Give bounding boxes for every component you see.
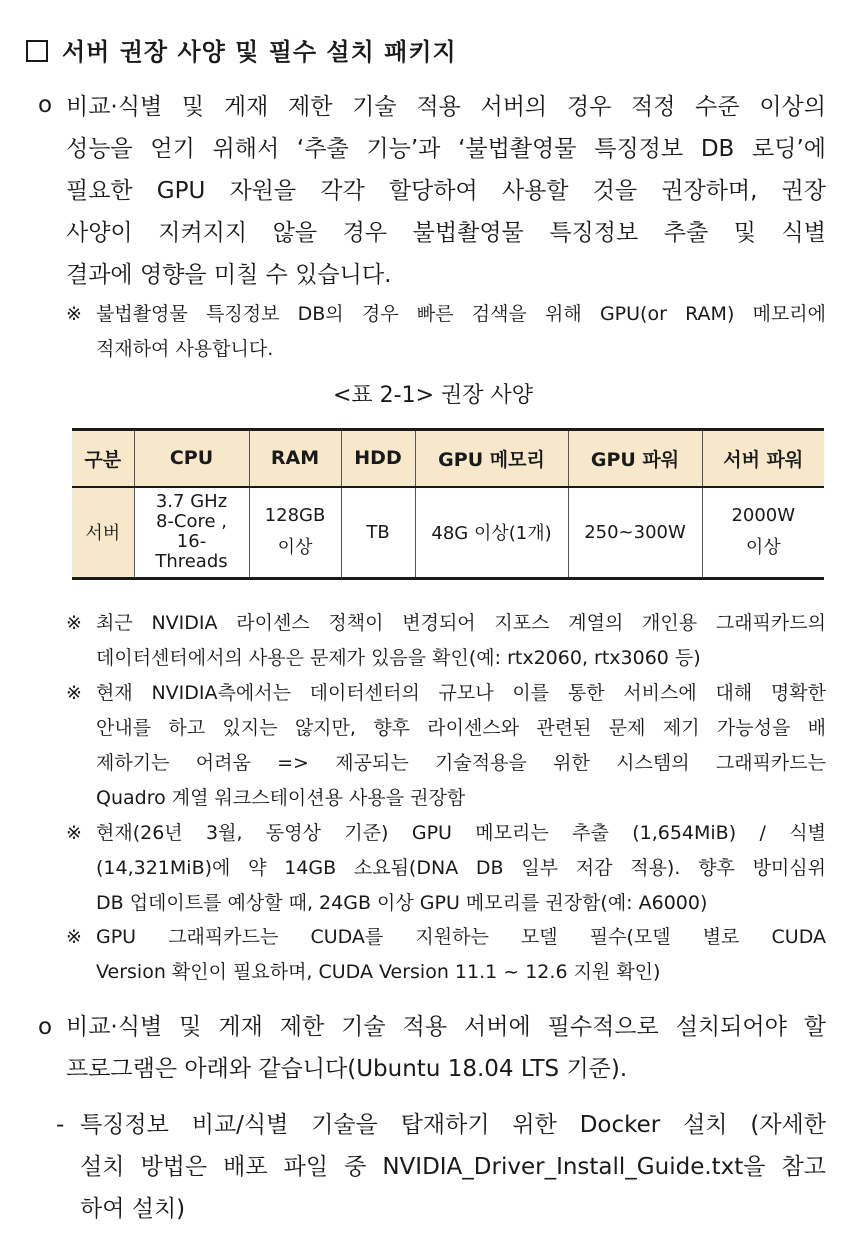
paragraph-line: 비교·식별 및 게재 제한 기술 적용 서버에 필수적으로 설치되어야 할	[66, 1014, 826, 1040]
paragraph-server-spec	[66, 86, 826, 296]
note-line: 불법촬영물 특징정보 DB의 경우 빠른 검색을 위해 GPU(or RAM) 메모리에	[96, 303, 826, 325]
table-header-cell: CPU	[134, 430, 249, 487]
row-label-cell: 서버	[72, 487, 134, 579]
table-header-cell: GPU 파워	[568, 430, 702, 487]
bullet-marker: o	[38, 1014, 53, 1040]
note-marker: ※	[66, 612, 82, 634]
note-line: DB 업데이트를 예상할 때, 24GB 이상 GPU 메모리를 권장함(예: A6000)	[96, 892, 708, 914]
note-marker: ※	[66, 822, 82, 844]
note-license-change	[96, 606, 826, 676]
paragraph-line: 프로그램은 아래와 같습니다(Ubuntu 18.04 LTS 기준).	[66, 1056, 628, 1082]
bullet-marker: o	[38, 92, 53, 118]
table-caption: <표 2-1> 권장 사양	[332, 383, 534, 408]
docker-install-item	[80, 1104, 826, 1230]
cell-line: Threads	[155, 551, 228, 573]
note-line: 데이터센터에서의 사용은 문제가 있음을 확인(예: rtx2060, rtx3060 등)	[96, 647, 701, 669]
note-line: (14,321MiB)에 약 14GB 소요됨(DNA DB 일부 저감 적용). 향후 방미심위	[96, 857, 826, 879]
checkbox-square-icon	[26, 40, 48, 62]
gpu-memory-cell: 48G 이상(1개)	[415, 487, 568, 579]
spec-table	[72, 428, 824, 580]
note-line: 제하기는 어려움 => 제공되는 기술적용을 위한 시스템의 그래픽카드는	[96, 752, 826, 774]
note-datacenter-usage	[96, 676, 826, 816]
note-cuda-support	[96, 920, 826, 990]
hdd-cell: TB	[341, 487, 415, 579]
note-line: GPU 그래픽카드는 CUDA를 지원하는 모델 필수(모델 별로 CUDA	[96, 926, 826, 948]
server-power-cell	[702, 487, 824, 579]
note-line: 현재(26년 3월, 동영상 기준) GPU 메모리는 추출 (1,654MiB) / 식별	[96, 822, 826, 844]
table-row	[72, 487, 824, 579]
cell-line: 128GB	[264, 505, 326, 527]
cell-line: 이상	[277, 537, 313, 559]
paragraph-line: 결과에 영향을 미칠 수 있습니다.	[66, 262, 392, 288]
table-header-cell: GPU 메모리	[415, 430, 568, 487]
cell-line: 3.7 GHz	[155, 491, 228, 513]
paragraph-required-programs	[66, 1006, 826, 1090]
note-marker: ※	[66, 682, 82, 704]
cpu-cell	[134, 487, 249, 579]
note-db-memory	[96, 297, 826, 367]
cell-line: 16-	[176, 531, 207, 553]
note-line: 현재 NVIDIA측에서는 데이터센터의 규모나 이를 통한 서비스에 대해 명확한	[96, 682, 826, 704]
section-heading	[26, 32, 457, 67]
dash-marker: -	[56, 1112, 65, 1138]
note-line: 적재하여 사용합니다.	[96, 338, 274, 360]
gpu-power-cell: 250~300W	[568, 487, 702, 579]
cell-line: 이상	[745, 537, 781, 559]
paragraph-line: 하여 설치)	[80, 1196, 186, 1222]
note-marker: ※	[66, 303, 82, 325]
note-line: Version 확인이 필요하며, CUDA Version 11.1 ~ 12.6 지원 확인)	[96, 961, 661, 983]
paragraph-line: 필요한 GPU 자원을 각각 할당하여 사용할 것을 권장하며, 권장	[66, 178, 826, 204]
paragraph-line: 설치 방법은 배포 파일 중 NVIDIA_Driver_Install_Guide.txt을 참고	[80, 1154, 826, 1180]
ram-cell	[249, 487, 341, 579]
table-header-row	[72, 430, 824, 487]
table-header-cell: 구분	[72, 430, 134, 487]
table-header-cell: HDD	[341, 430, 415, 487]
paragraph-line: 사양이 지켜지지 않을 경우 불법촬영물 특징정보 추출 및 식별	[66, 220, 826, 246]
note-marker: ※	[66, 926, 82, 948]
note-line: 최근 NVIDIA 라이센스 정책이 변경되어 지포스 계열의 개인용 그래픽카드의	[96, 612, 826, 634]
cell-line: 8-Core ,	[155, 511, 228, 533]
note-line: 안내를 하고 있지는 않지만, 향후 라이센스와 관련된 문제 제기 가능성을 배	[96, 717, 826, 739]
note-gpu-memory-usage	[96, 816, 826, 921]
table-header-cell: 서버 파워	[702, 430, 824, 487]
paragraph-line: 특징정보 비교/식별 기술을 탑재하기 위한 Docker 설치 (자세한	[80, 1112, 826, 1138]
cell-line: 2000W	[731, 505, 796, 527]
paragraph-line: 비교·식별 및 게재 제한 기술 적용 서버의 경우 적정 수준 이상의	[66, 94, 826, 120]
paragraph-line: 성능을 얻기 위해서 ‘추출 기능’과 ‘불법촬영물 특징정보 DB 로딩’에	[66, 136, 826, 162]
note-line: Quadro 계열 워크스테이션용 사용을 권장함	[96, 787, 466, 809]
table-header-cell: RAM	[249, 430, 341, 487]
section-title: 서버 권장 사양 및 필수 설치 패키지	[62, 38, 457, 66]
